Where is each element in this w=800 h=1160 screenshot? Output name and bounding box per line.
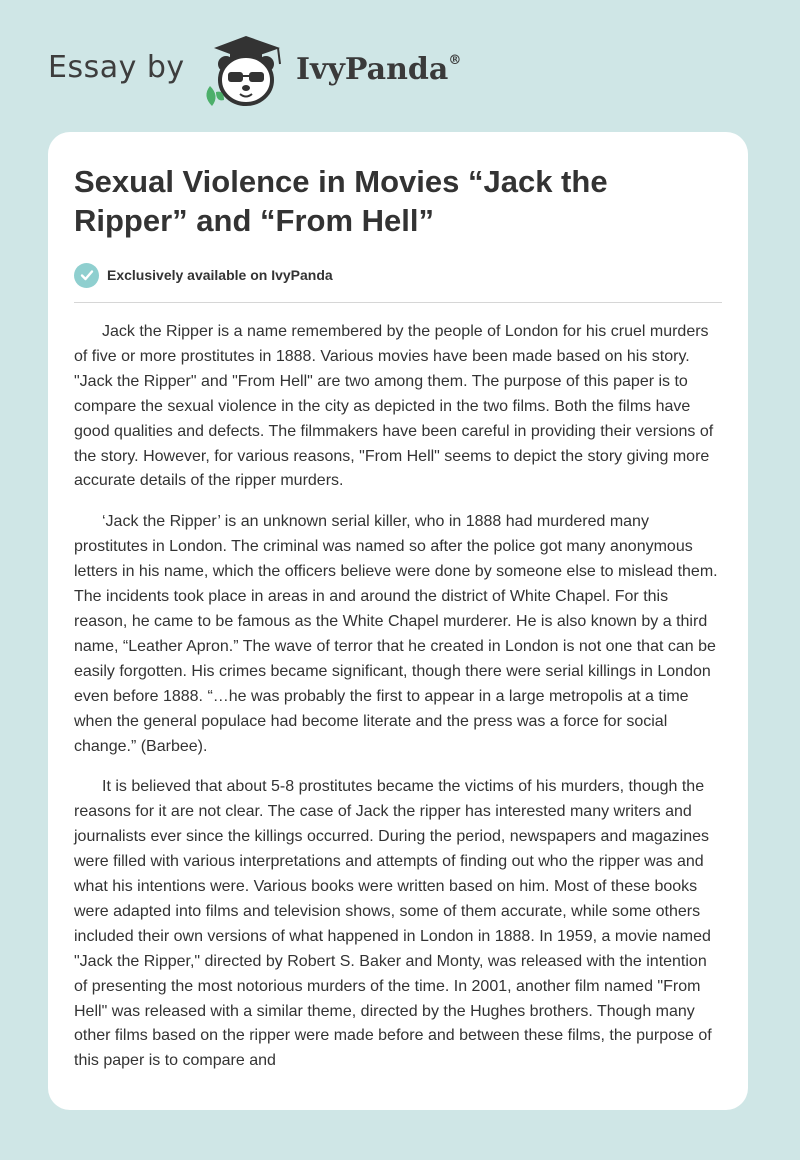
check-icon	[74, 263, 99, 288]
brand-text: IvyPanda	[296, 52, 449, 87]
paragraph: Jack the Ripper is a name remembered by the people of London for his cruel murders of five or more prostitutes in 1888. Various movies have been made based on his story. "Jack the Ripper" and "From Hell" are two among them. The purpose of this paper is to compare the sexual violence in the city as depicted in the two films. Both the films have good qualities and defects. The filmmakers have been careful in providing their versions of the story. However, for various reasons, "From Hell" seems to depict the story giving more accurate details of the ripper murders.	[74, 323, 714, 490]
panda-graduate-icon[interactable]	[200, 34, 292, 108]
essay-card	[48, 132, 748, 1110]
paragraph: ‘Jack the Ripper’ is an unknown serial killer, who in 1888 had murdered many prostitutes in London. The criminal was named so after the police got many anonymous letters in his name, which the officers believe were done by someone else to mislead them. The incidents took place in areas in and around the district of White Chapel. For this reason, he came to be famous as the White Chapel murderer. He is also known by a third name, “Leather Apron.” The wave of terror that he created in London is not one that can be easily forgotten. His crimes became significant, though there were serial killings in London even before 1888. “…he was probably the first to appear in a large metropolis at a time when the general populace had become literate and the press was a force for social change.” (Barbee).	[74, 513, 718, 755]
registered-mark: ®	[448, 53, 462, 68]
essay-body	[74, 320, 724, 1090]
essay-by-label: Essay by	[48, 50, 185, 85]
badge-text: Exclusively available on IvyPanda	[107, 267, 333, 283]
paragraph: It is believed that about 5-8 prostitutes became the victims of his murders, though the reasons for it are not clear. The case of Jack the ripper has interested many writers and journalists ever since the killings occurred. During the period, newspapers and magazines were filled with various interpretations and attempts of finding out who the ripper was and what his intentions were. Various books were written based on him. Most of these books were adapted into films and television shows, some of them accurate, while some others included their own versions of what happened in London in 1888. In 1959, a movie named "Jack the Ripper," directed by Robert S. Baker and Monty, was released with the intention of presenting the most notorious murders of the time. In 2001, another film named "From Hell" was released with a similar theme, directed by the Hughes brothers. Though many other films based on the ripper were made before and between these films, the purpose of this paper is to compare and	[74, 778, 712, 1070]
exclusive-badge	[74, 262, 333, 288]
brand-name[interactable]	[296, 52, 461, 87]
page-title: Sexual Violence in Movies “Jack the Ripper” and “From Hell”	[74, 164, 608, 238]
divider	[74, 302, 722, 303]
site-header	[0, 0, 800, 130]
